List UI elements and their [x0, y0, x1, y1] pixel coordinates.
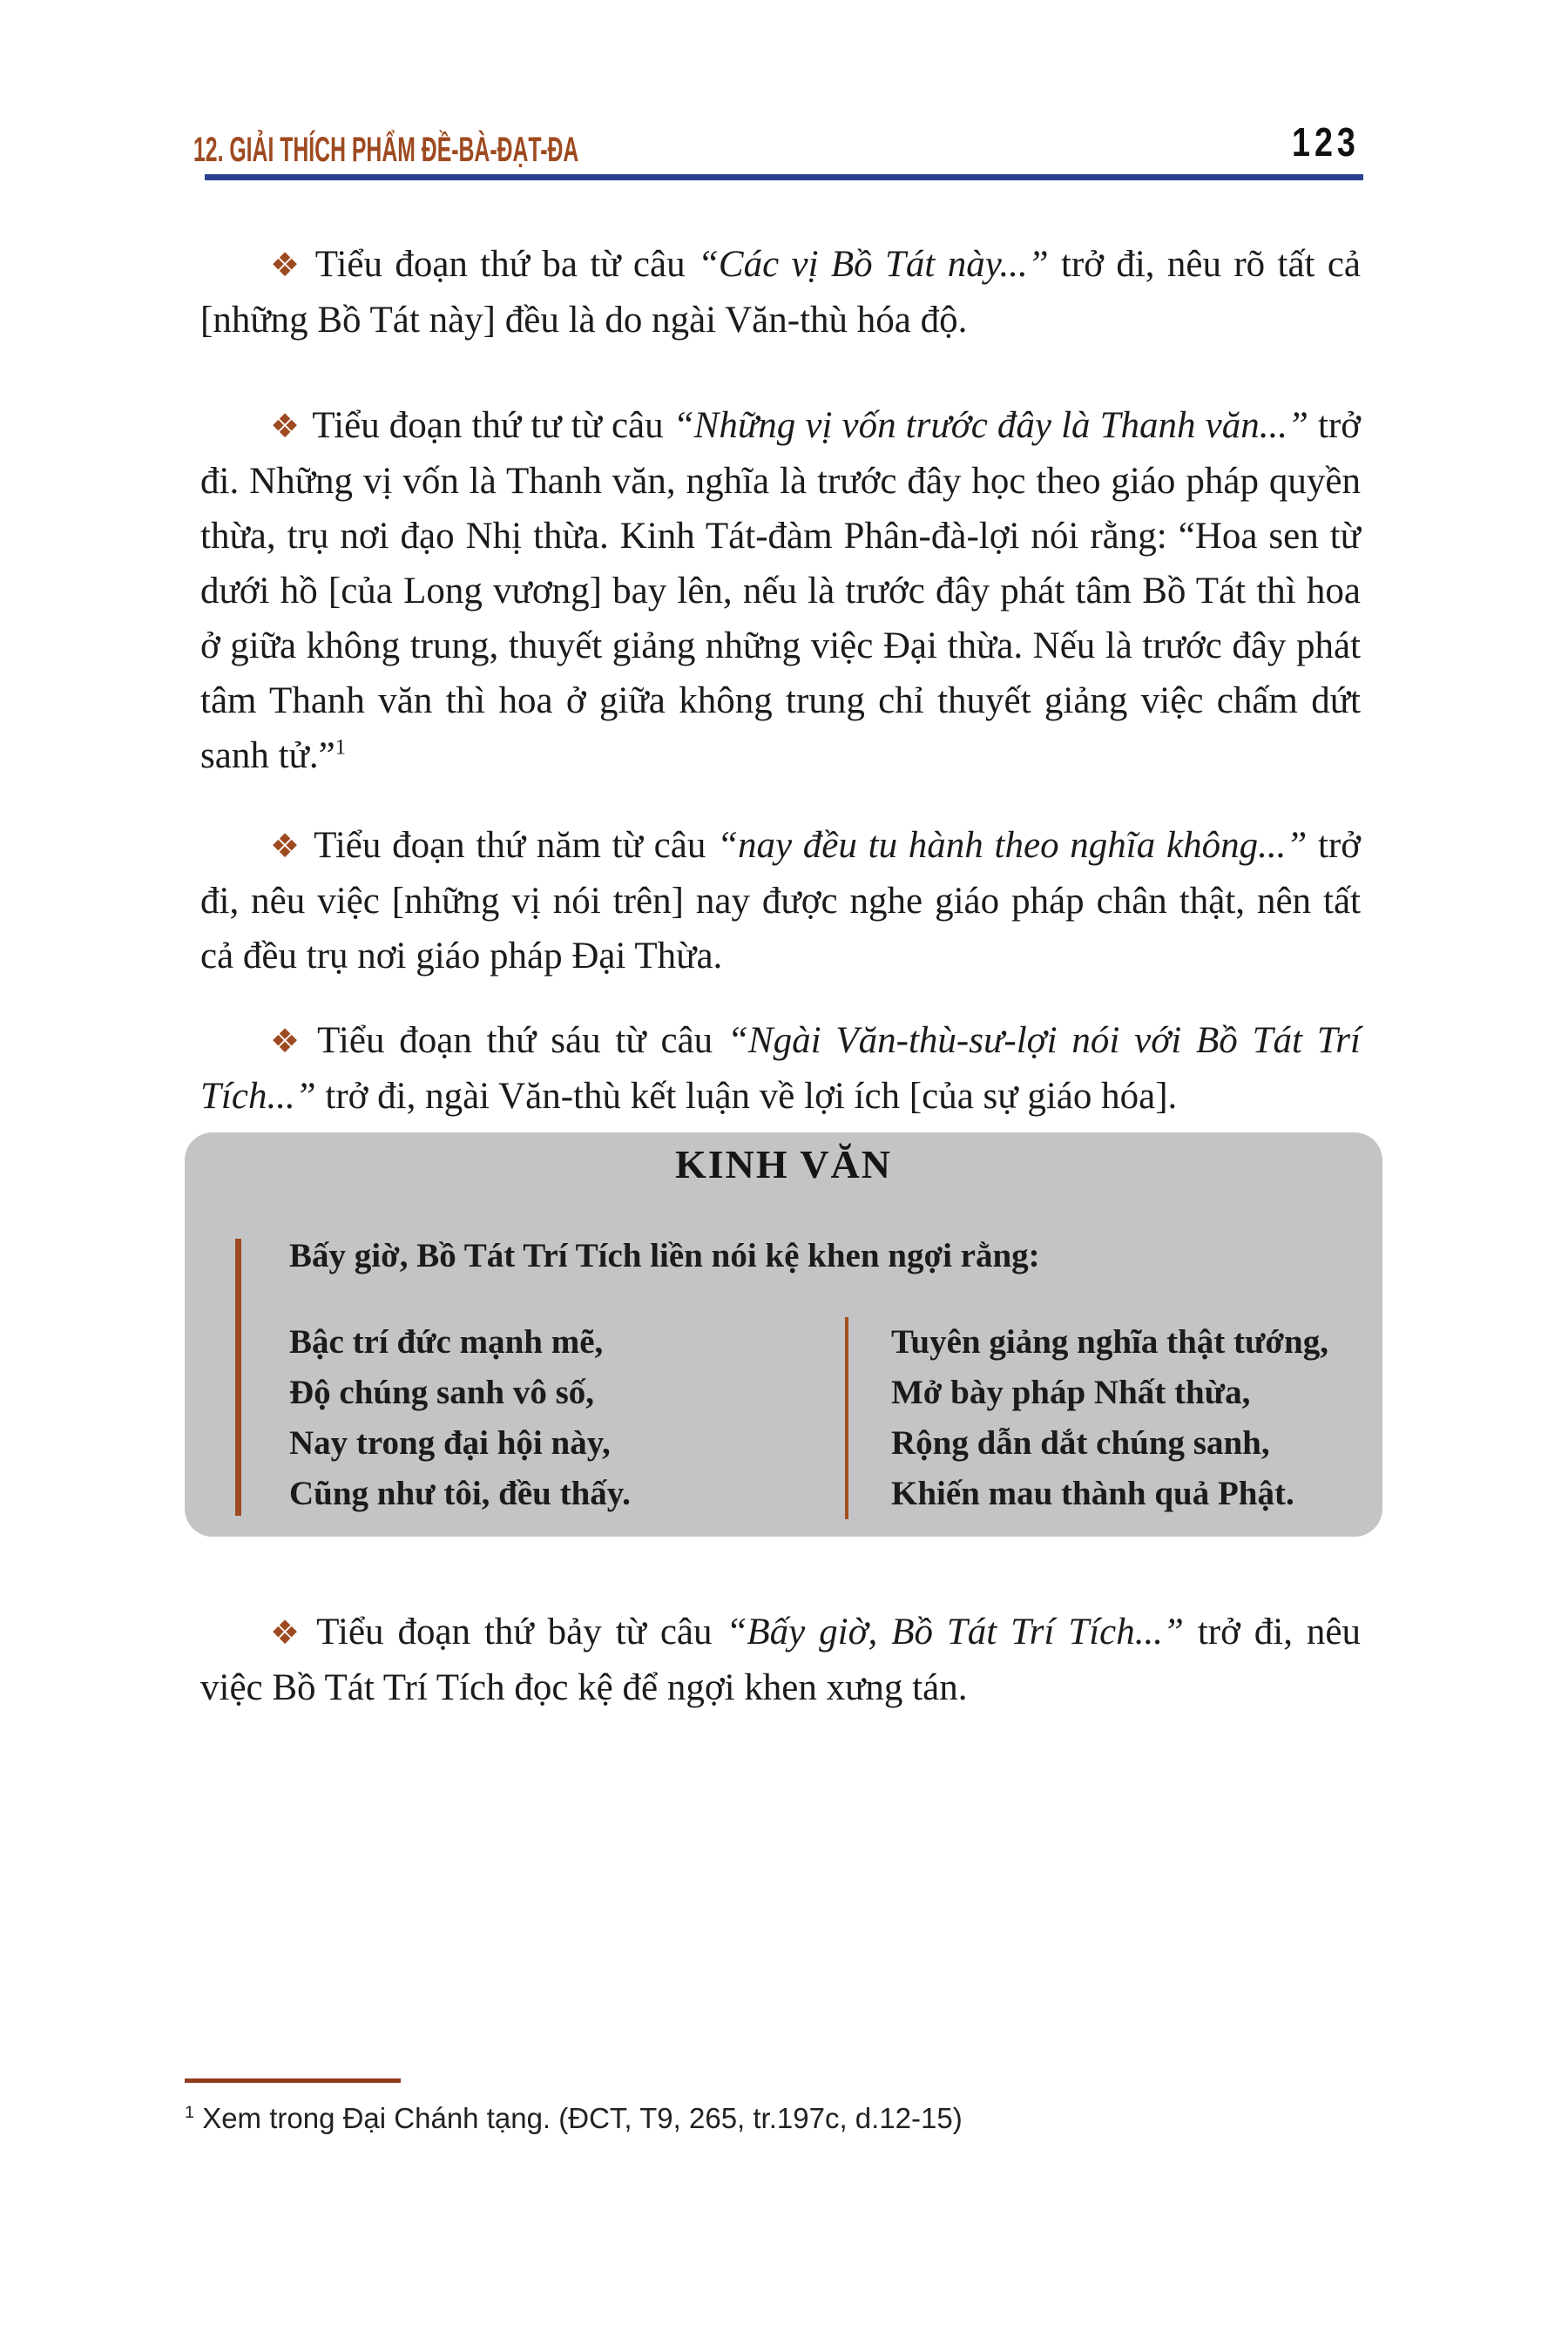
paragraph — [200, 237, 1361, 348]
page-number: 123 — [1292, 119, 1360, 165]
diamond-bullet-icon: ❖ — [270, 1022, 306, 1060]
paragraph — [200, 818, 1361, 983]
verse-line: Tuyên giảng nghĩa thật tướng, — [891, 1323, 1328, 1361]
kinh-van-body — [235, 1232, 1382, 1519]
footnote-text — [185, 2100, 1361, 2137]
verse-line: Độ chúng sanh vô số, — [289, 1374, 595, 1411]
diamond-bullet-icon: ❖ — [270, 246, 303, 284]
footnote-body: Xem trong Đại Chánh tạng. (ĐCT, T9, 265, tr.197c, d.12-15) — [202, 2102, 963, 2134]
verse-columns — [289, 1317, 1382, 1519]
kinh-van-box — [185, 1132, 1382, 1537]
verse-line: Rộng dẫn dắt chúng sanh, — [891, 1424, 1270, 1462]
verse-intro: Bấy giờ, Bồ Tát Trí Tích liền nói kệ khen ngợi rằng: — [289, 1237, 1040, 1274]
header-rule — [205, 174, 1363, 180]
chapter-title: 12. GIẢI THÍCH PHẨM ĐỀ-BÀ-ĐẠT-ĐA — [193, 131, 579, 169]
paragraph — [200, 1605, 1361, 1715]
diamond-bullet-icon: ❖ — [270, 1613, 305, 1652]
verse-line: Nay trong đại hội này, — [289, 1424, 611, 1462]
kinh-van-title: KINH VĂN — [674, 1142, 892, 1186]
paragraph-text: Tiểu đoạn thứ tư từ câu “Những vị vốn trước đây là Thanh văn...” trở đi. Những vị vốn là Thanh văn, nghĩa là trước đây học theo giáo pháp quyền thừa, trụ nơi đạo Nhị thừa. Kinh Tát-đàm Phân-đà-lợi nói rằng: “Hoa sen từ dưới hồ [của Long vương] bay lên, nếu là trước đây phát tâm Bồ Tát thì hoa ở giữa không trung, thuyết giảng những việc Đại thừa. Nếu là trước đây phát tâm Thanh văn thì hoa ở giữa không trung chỉ thuyết giảng việc chấm dứt sanh tử.”$^1$ — [200, 405, 1361, 776]
diamond-bullet-icon: ❖ — [270, 827, 302, 865]
footnote-rule — [185, 2078, 401, 2083]
footnote — [185, 2078, 1361, 2137]
paragraph-text: Tiểu đoạn thứ sáu từ câu “Ngài Văn-thù-sư-lợi nói với Bồ Tát Trí Tích...” trở đi, ngài Văn-thù kết luận về lợi ích [của sự giáo hóa]. — [200, 1020, 1361, 1117]
footnote-marker: 1 — [185, 2103, 195, 2122]
verse-column-right — [845, 1317, 1328, 1519]
paragraph-text: Tiểu đoạn thứ ba từ câu “Các vị Bồ Tát này...” trở đi, nêu rõ tất cả [những Bồ Tát này] đều là do ngài Văn-thù hóa độ. — [200, 244, 1361, 341]
verse-line: Mở bày pháp Nhất thừa, — [891, 1374, 1251, 1411]
paragraph-text: Tiểu đoạn thứ bảy từ câu “Bấy giờ, Bồ Tát Trí Tích...” trở đi, nêu việc Bồ Tát Trí Tích đọc kệ để ngợi khen xưng tán. — [200, 1612, 1361, 1708]
verse-line: Khiến mau thành quả Phật. — [891, 1475, 1294, 1512]
verse-column-left — [289, 1317, 845, 1519]
diamond-bullet-icon: ❖ — [270, 407, 301, 445]
main-text-column — [200, 237, 1361, 1715]
paragraph-text: Tiểu đoạn thứ năm từ câu “nay đều tu hành theo nghĩa không...” trở đi, nêu việc [những vị nói trên] nay được nghe giáo pháp chân thật, nên tất cả đều trụ nơi giáo pháp Đại Thừa. — [200, 825, 1361, 977]
verse-line: Cũng như tôi, đều thấy. — [289, 1475, 631, 1512]
paragraph — [200, 398, 1361, 783]
verse-line: Bậc trí đức mạnh mẽ, — [289, 1323, 604, 1361]
paragraph — [200, 1013, 1361, 1124]
